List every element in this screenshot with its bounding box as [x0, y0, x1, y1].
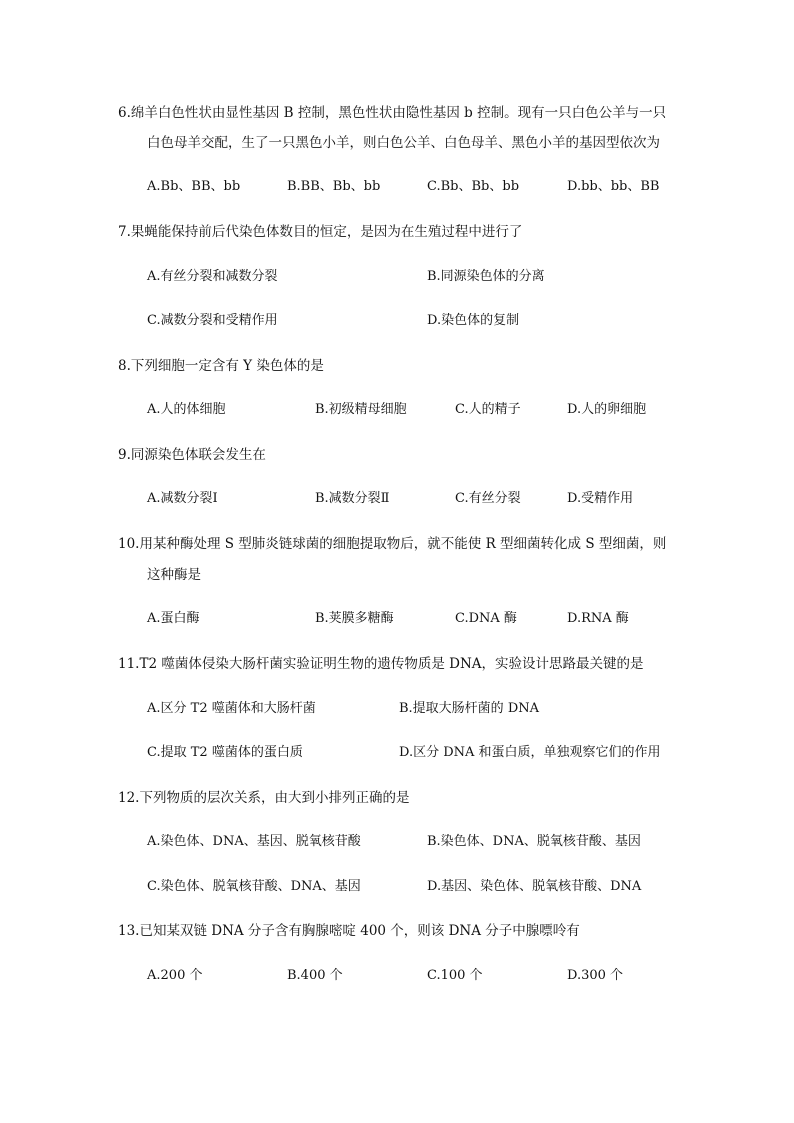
- question-10-option-d: D.RNA 酶: [567, 611, 629, 626]
- question-8-stem: 8.下列细胞一定含有 Y 染色体的是: [118, 358, 324, 374]
- question-11-option-c: C.提取 T2 噬菌体的蛋白质: [147, 745, 303, 760]
- question-12-option-d: D.基因、染色体、脱氧核苷酸、DNA: [427, 879, 642, 894]
- question-11-option-a: A.区分 T2 噬菌体和大肠杆菌: [147, 701, 316, 716]
- question-8-option-a: A.人的体细胞: [147, 402, 226, 417]
- question-13-stem: 13.已知某双链 DNA 分子含有胸腺嘧啶 400 个，则该 DNA 分子中腺嘌呤有: [118, 923, 580, 939]
- question-6-option-a: A.Bb、BB、bb: [147, 179, 241, 194]
- question-7-option-d: D.染色体的复制: [427, 313, 520, 328]
- question-10-stem-line-1: 10.用某种酶处理 S 型肺炎链球菌的细胞提取物后，就不能使 R 型细菌转化成 S 型细菌，则: [118, 536, 667, 552]
- question-8-option-c: C.人的精子: [455, 402, 521, 417]
- question-12-option-a: A.染色体、DNA、基因、脱氧核苷酸: [147, 834, 361, 849]
- question-7-stem: 7.果蝇能保持前后代染色体数目的恒定，是因为在生殖过程中进行了: [118, 224, 523, 240]
- question-13-option-a: A.200 个: [147, 968, 203, 983]
- question-13-option-c: C.100 个: [427, 968, 483, 983]
- question-11-stem: 11.T2 噬菌体侵染大肠杆菌实验证明生物的遗传物质是 DNA，实验设计思路最关键的是: [118, 656, 644, 672]
- question-6-option-d: D.bb、bb、BB: [567, 179, 660, 194]
- question-13-option-d: D.300 个: [567, 968, 624, 983]
- question-10-option-c: C.DNA 酶: [455, 611, 517, 626]
- question-7-option-c: C.减数分裂和受精作用: [147, 313, 278, 328]
- question-12-option-b: B.染色体、DNA、脱氧核苷酸、基因: [427, 834, 641, 849]
- question-8-option-b: B.初级精母细胞: [315, 402, 407, 417]
- question-10-stem-line-2: 这种酶是: [147, 567, 201, 583]
- question-7-option-a: A.有丝分裂和减数分裂: [147, 269, 278, 284]
- question-9-option-d: D.受精作用: [567, 491, 634, 506]
- question-6-option-b: B.BB、Bb、bb: [287, 179, 381, 194]
- question-11-option-b: B.提取大肠杆菌的 DNA: [399, 701, 540, 716]
- question-10-option-b: B.荚膜多糖酶: [315, 611, 394, 626]
- question-9-option-c: C.有丝分裂: [455, 491, 521, 506]
- question-9-option-a: A.减数分裂Ⅰ: [147, 491, 218, 506]
- question-12-option-c: C.染色体、脱氧核苷酸、DNA、基因: [147, 879, 361, 894]
- question-6-stem-line-2: 白色母羊交配，生了一只黑色小羊，则白色公羊、白色母羊、黑色小羊的基因型依次为: [147, 135, 660, 151]
- question-10-option-a: A.蛋白酶: [147, 611, 200, 626]
- question-9-option-b: B.减数分裂Ⅱ: [315, 491, 390, 506]
- question-7-option-b: B.同源染色体的分离: [427, 269, 545, 284]
- question-13-option-b: B.400 个: [287, 968, 343, 983]
- question-6-stem-line-1: 6.绵羊白色性状由显性基因 B 控制，黑色性状由隐性基因 b 控制。现有一只白色公羊与一只: [118, 105, 667, 121]
- question-8-option-d: D.人的卵细胞: [567, 402, 647, 417]
- question-9-stem: 9.同源染色体联会发生在: [118, 447, 266, 463]
- question-11-option-d: D.区分 DNA 和蛋白质，单独观察它们的作用: [399, 745, 661, 760]
- question-12-stem: 12.下列物质的层次关系，由大到小排列正确的是: [118, 790, 410, 806]
- question-6-option-c: C.Bb、Bb、bb: [427, 179, 520, 194]
